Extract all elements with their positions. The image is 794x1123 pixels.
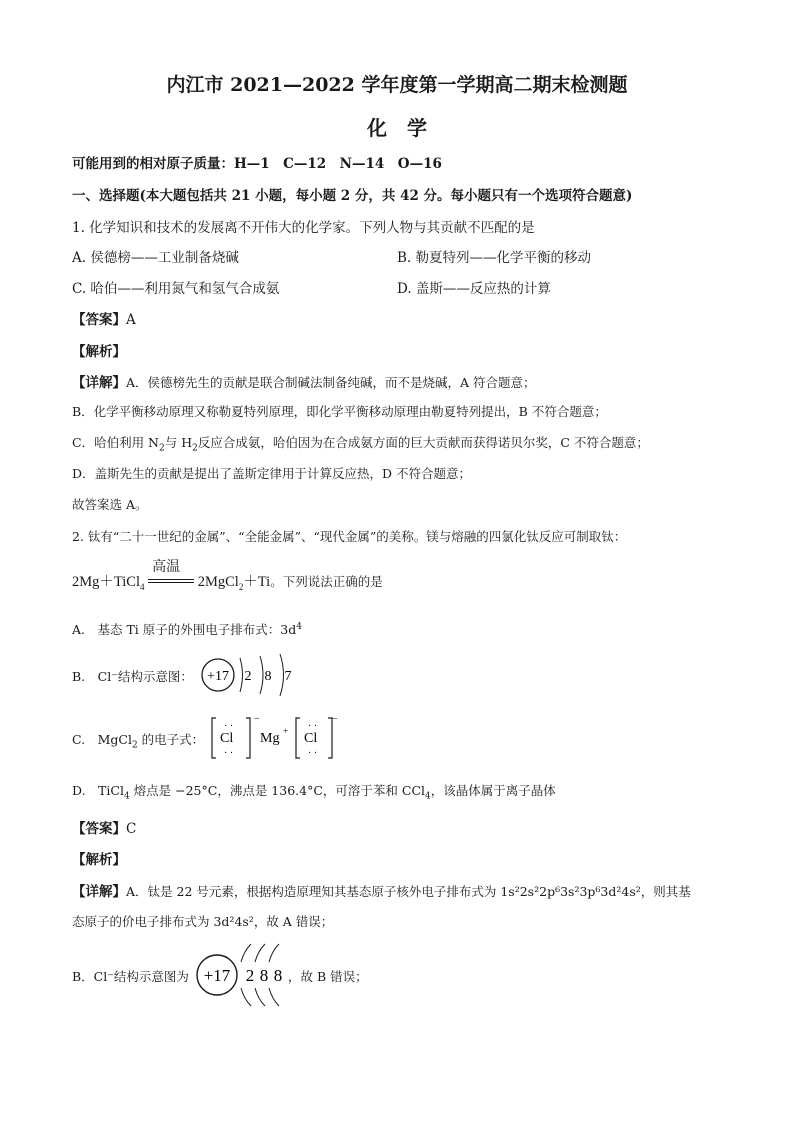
svg-text:· ·: · · [224, 721, 234, 732]
q2-analysis-label: 【解析】 [72, 852, 126, 868]
q1-option-d: D. 盖斯——反应热的计算 [397, 281, 551, 297]
shell-2: 8 [264, 669, 272, 684]
shell-3: 8 [273, 966, 283, 985]
mgcl2-electron-formula [210, 712, 340, 764]
nucleus-label: +17 [203, 966, 231, 985]
detail-label: 【详解】 [72, 884, 126, 900]
answer-value: A [126, 312, 136, 328]
q1-stem: 1. 化学知识和技术的发展离不开伟大的化学家。下列人物与其贡献不匹配的是 [72, 220, 535, 236]
q2-option-d: D. TiCl$_4$ 熔点是 −25°C，沸点是 136.4°C，可溶于苯和 CCl$_4$，该晶体属于离子晶体 [72, 783, 556, 802]
mg-symbol: Mg [260, 731, 280, 746]
q1-option-c: C. 哈伯——利用氮气和氢气合成氨 [72, 281, 280, 297]
detail-text: A．钛是 22 号元素，根据构造原理知其基态原子核外电子排布式为 1s²2s²2p⁶3s²3p⁶3d²4s²，则其基 [126, 884, 691, 899]
answer-label: 【答案】 [72, 312, 126, 328]
nucleus-label: +17 [207, 669, 229, 684]
answer-label: 【答案】 [72, 821, 126, 837]
q2-detail-b-text: B．Cl⁻结构示意图为 [72, 969, 189, 984]
q1-detail-b: B．化学平衡移动原理又称勒夏特列原理，即化学平衡移动原理由勒夏特列提出，B 不符合题意； [72, 404, 607, 419]
svg-text:· ·: · · [308, 748, 318, 759]
minus-right: − [332, 714, 338, 725]
shell-1: 2 [244, 669, 252, 684]
minus-left: − [254, 714, 260, 725]
svg-text:· ·: · · [308, 721, 318, 732]
subject-title: 化学 [367, 116, 447, 140]
detail-text: A．侯德榜先生的贡献是联合制碱法制备纯碱，而不是烧碱，A 符合题意； [126, 375, 536, 390]
q2-option-c: C. MgCl$_2$ 的电子式： [72, 732, 205, 751]
svg-text:· ·: · · [224, 748, 234, 759]
exam-title: 内江市 2021—2022 学年度第一学期高二期末检测题 [166, 74, 628, 96]
mg-charge: + [283, 726, 289, 736]
cl-symbol-left: Cl [220, 731, 234, 746]
q1-answer [72, 308, 136, 328]
q1-option-b: B. 勒夏特列——化学平衡的移动 [397, 250, 592, 266]
cl-ion-structure-diagram-wrong [198, 648, 298, 700]
atomic-masses: 可能用到的相对原子质量：H—1 C—12 N—14 O—16 [72, 156, 442, 172]
q2-detail-a-line1 [72, 880, 691, 900]
q2-equation: 2Mg＋TiCl$_4$ 高温 2MgCl$_2$＋Ti。下列说法正确的是 [72, 570, 383, 592]
shell-1: 2 [245, 966, 255, 985]
q2-detail-a-line2: 态原子的价电子排布式为 3d²4s²，故 A 错误； [72, 914, 334, 929]
q1-detail-a [72, 371, 536, 391]
shell-3: 7 [284, 669, 292, 684]
q2-answer [72, 817, 136, 837]
q2-detail-b-end: ，故 B 错误； [288, 969, 368, 984]
q1-conclusion: 故答案选 A。 [72, 497, 148, 512]
reaction-arrow [148, 559, 194, 590]
cl-symbol-right: Cl [304, 731, 318, 746]
q1-option-a: A. 侯德榜——工业制备烧碱 [72, 250, 239, 266]
detail-label: 【详解】 [72, 375, 126, 391]
section-heading: 一、选择题(本大题包括共 21 小题，每小题 2 分，共 42 分。每小题只有一个选项符合题意) [72, 188, 633, 204]
q2-stem: 2. 钛有“二十一世纪的金属”、“全能金属”、“现代金属”的美称。镁与熔融的四氯化钛反应可制取钛： [72, 529, 627, 544]
answer-value: C [126, 821, 137, 837]
q1-analysis-label: 【解析】 [72, 344, 126, 360]
shell-2: 8 [259, 966, 269, 985]
q1-detail-d: D．盖斯先生的贡献是提出了盖斯定律用于计算反应热，D 不符合题意； [72, 466, 472, 481]
reaction-condition: 高温 [152, 559, 181, 575]
q2-option-b: B. Cl⁻结构示意图： [72, 669, 193, 684]
q2-option-a: A. 基态 Ti 原子的外围电子排布式：$3d^4$ [72, 621, 302, 637]
q1-detail-c: C．哈伯利用 $N_2$与 $H_2$反应合成氨，哈伯因为在合成氨方面的巨大贡献而获得诺贝尔奖，C 不符合题意； [72, 435, 649, 454]
